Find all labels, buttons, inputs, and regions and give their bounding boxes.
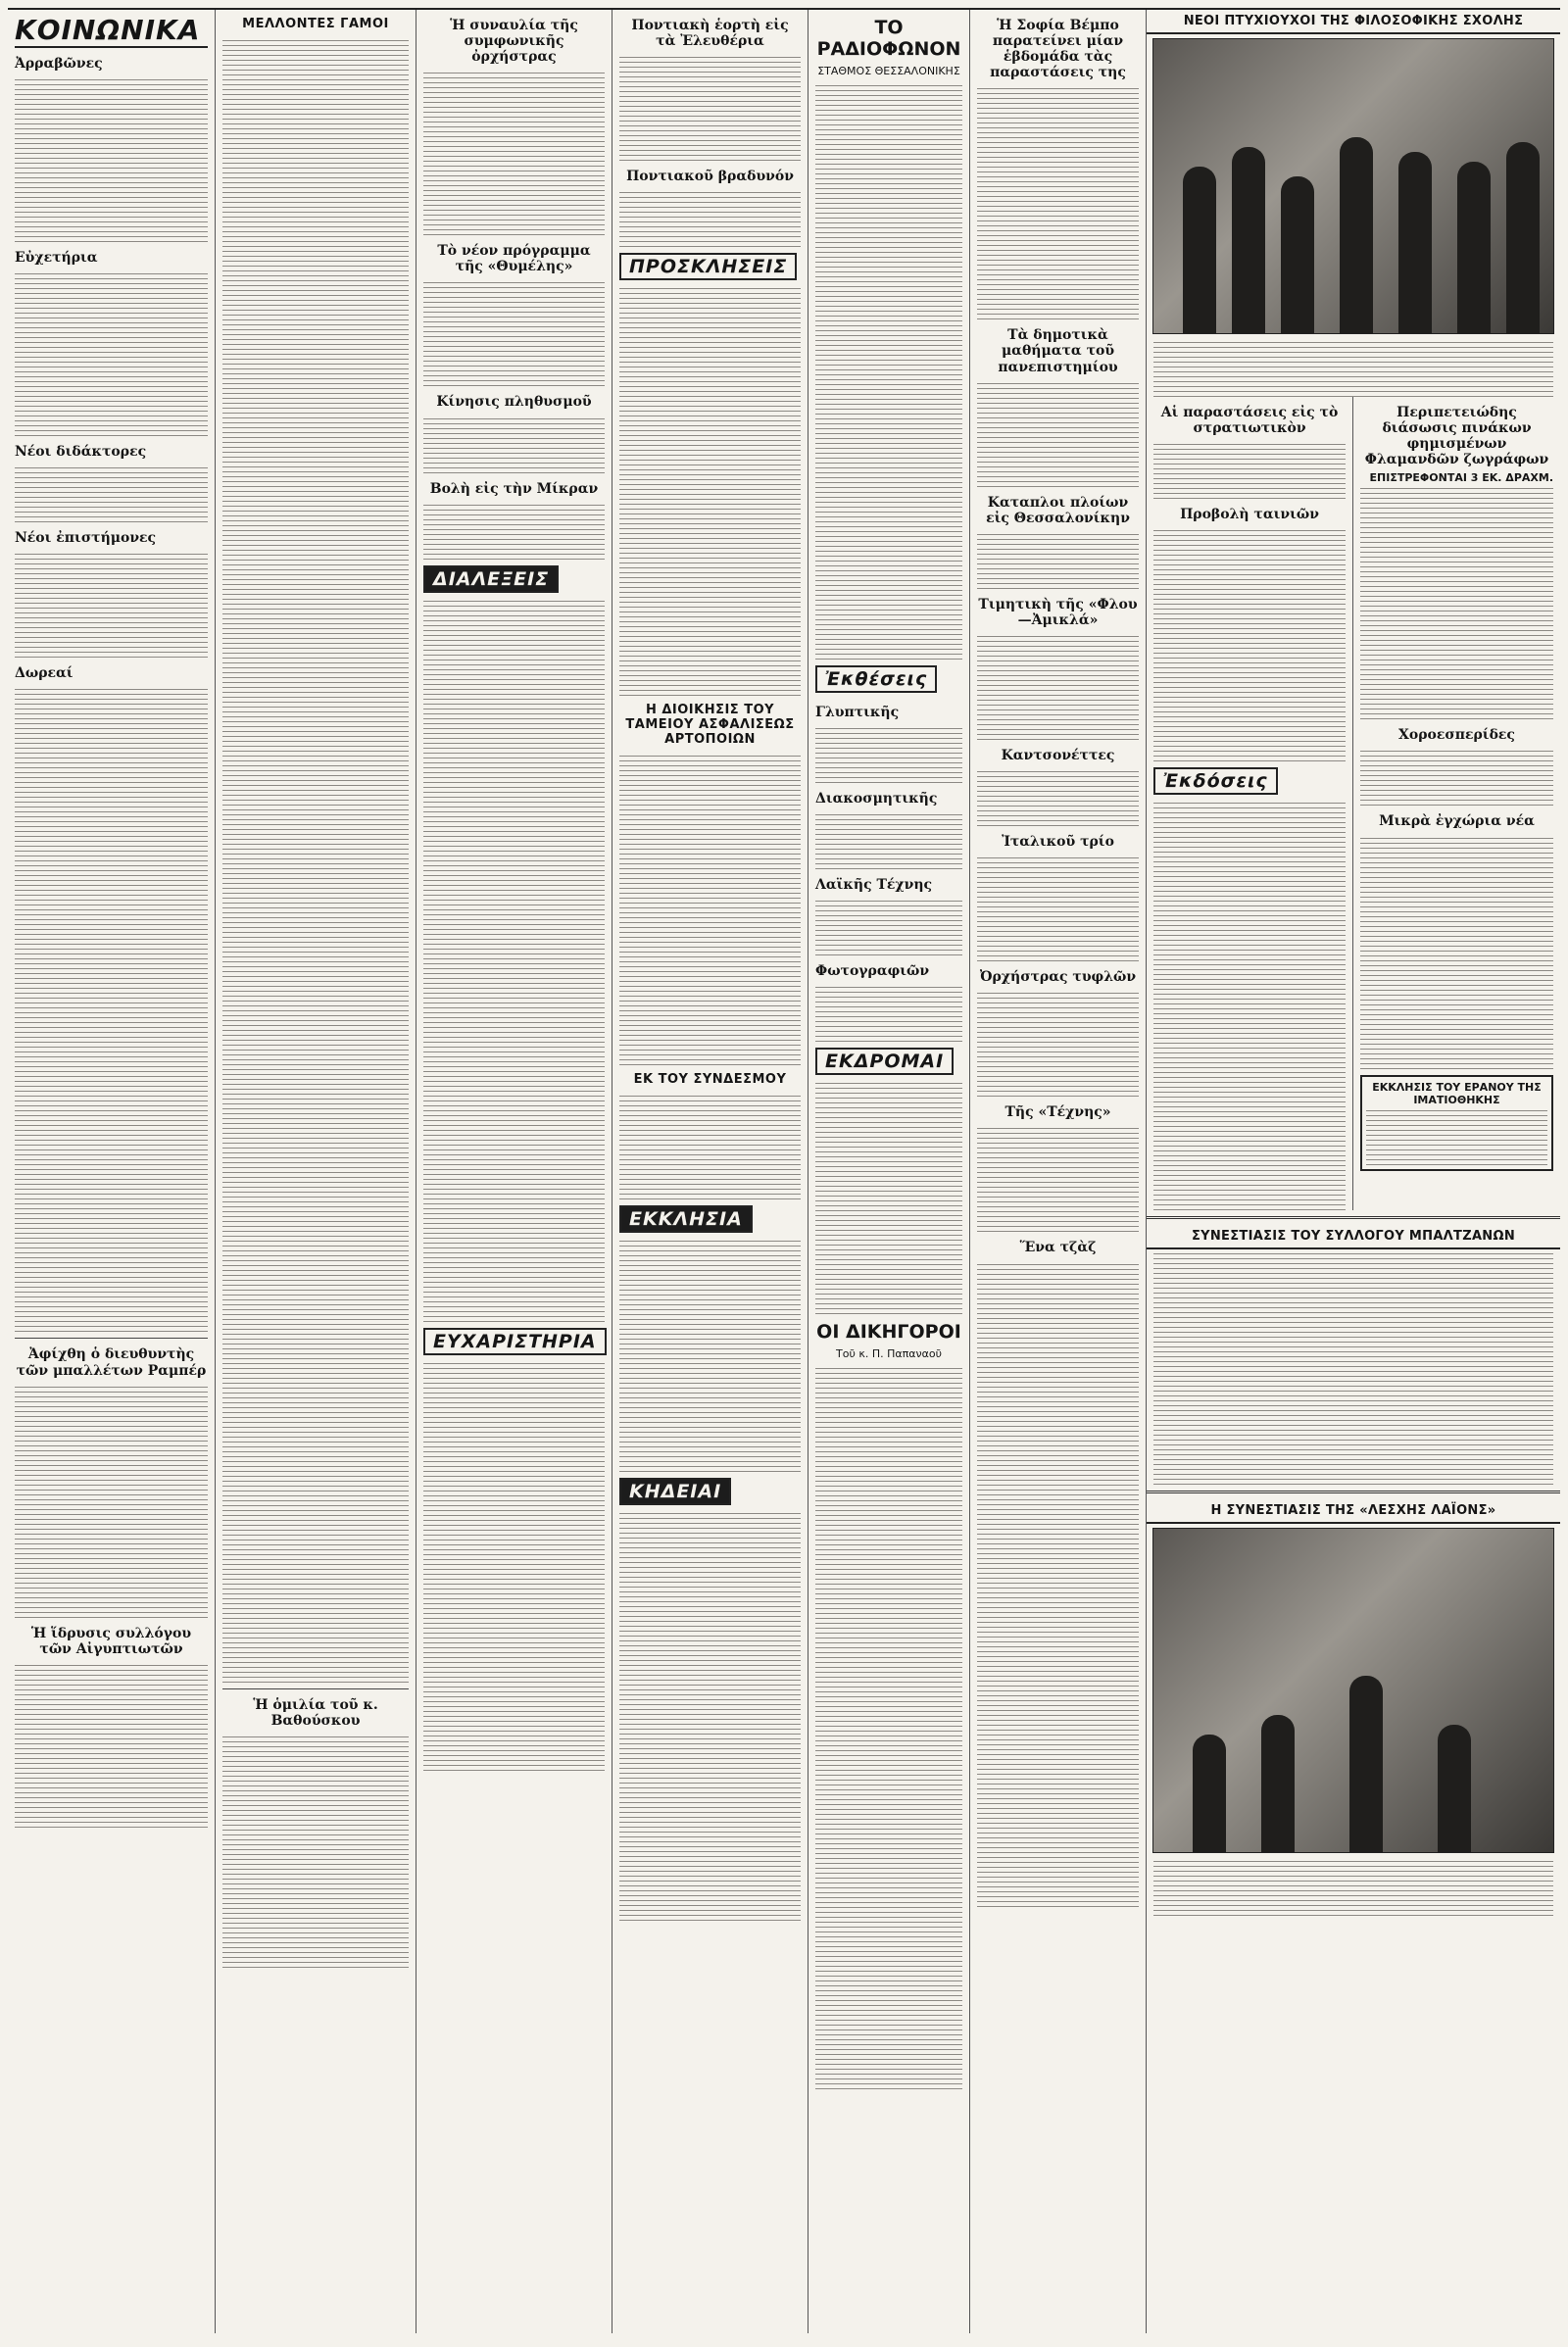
article-text: [222, 36, 409, 448]
article-text: [815, 1364, 962, 1776]
heading-folk-art: Λαϊκῆς Τέχνης: [815, 876, 933, 893]
article-text: [423, 1359, 605, 1771]
heading-association: ΕΚ ΤΟΥ ΣΥΝΔΕΣΜΟΥ: [633, 1072, 787, 1088]
article-text: [815, 810, 962, 869]
heading-sculpture: Γλυπτικῆς: [815, 704, 900, 720]
article-text: [815, 81, 962, 493]
article-text: [15, 1097, 208, 1332]
article-text: [977, 632, 1139, 740]
photo-lions-dinner: [1152, 1528, 1554, 1853]
sub-column-left: [1147, 397, 1353, 1210]
boxed-appeal: [1360, 1075, 1553, 1171]
heading-radio: ΤΟ ΡΑΔΙΟΦΩΝΟΝ: [816, 17, 961, 60]
heading-italian-trio: Ἰταλικοῦ τρίο: [1002, 834, 1114, 851]
heading-population: Κίνησις πληθυσμοῦ: [436, 394, 592, 411]
banner-thanks: ΕΥΧΑΡΙΣΤΗΡΙΑ: [423, 1328, 607, 1355]
heading-baltzanon-dinner: ΣΥΝΕΣΤΙΑΣΙΣ ΤΟΥ ΣΥΛΛΟΓΟΥ ΜΠΑΛΤΖΑΝΩΝ: [1147, 1225, 1560, 1249]
banner-church: ΕΚΚΛΗΣΙΑ: [619, 1205, 753, 1233]
column-theatre: [970, 10, 1147, 2333]
boxed-note: ΕΠΙΣΤΡΕΦΟΝΤΑΙ 3 ΕΚ. ΔΡΑΧΜ.: [1369, 471, 1553, 485]
heading-new-doctors: Νέοι διδάκτορες: [15, 444, 147, 461]
section-logo-social: ΚΟΙΝΩΝΙΚΑ: [15, 14, 208, 48]
photo-caption: [1153, 1857, 1553, 1916]
heading-military-shows: Αἱ παραστάσεις εἰς τὸ στρατιωτικὸν: [1160, 405, 1339, 437]
heading-canzonettes: Καντσονέττες: [1001, 748, 1115, 764]
article-text: [1153, 1249, 1553, 1485]
heading-philosophy-graduates: ΝΕΟΙ ΠΤΥΧΙΟΥΧΟΙ ΤΗΣ ΦΙΛΟΣΟΦΙΚΗΣ ΣΧΟΛΗΣ: [1147, 10, 1560, 34]
heading-university-lessons: Τὰ δημοτικὰ μαθήματα τοῦ πανεπιστημίου: [998, 327, 1118, 375]
article-text: [815, 1079, 962, 1314]
appeal-title: ΕΚΚΛΗΣΙΣ ΤΟΥ ΕΡΑΝΟΥ ΤΗΣ ΙΜΑΤΙΟΘΗΚΗΣ: [1372, 1080, 1542, 1106]
article-text: [15, 464, 208, 522]
article-text: [15, 1383, 208, 1618]
banner-lectures: ΔΙΑΛΕΞΕΙΣ: [423, 565, 559, 593]
heading-upcoming-weddings: ΜΕΛΛΟΝΤΕΣ ΓΑΜΟΙ: [242, 17, 389, 31]
heading-decorative: Διακοσμητικῆς: [815, 790, 938, 807]
column-social: [8, 10, 216, 2333]
article-text: [619, 1092, 801, 1199]
column-culture: [416, 10, 612, 2333]
article-text: [1360, 834, 1553, 1069]
newspaper-page: [8, 8, 1560, 2333]
heading-new-scientists: Νέοι ἐπιστήμονες: [15, 530, 157, 547]
photo-graduates: [1152, 38, 1554, 334]
heading-flemish-paintings: Περιπετειώδης διάσωσις πινάκων φημισμένων Φλαμανδῶν ζωγράφων: [1364, 405, 1549, 468]
article-text: [15, 1661, 208, 1828]
article-text: [977, 989, 1139, 1097]
heading-film-screening: Προβολὴ ταινιῶν: [1180, 507, 1319, 523]
article-text: [222, 1271, 409, 1683]
heading-bakers-fund: Η ΔΙΟΙΚΗΣΙΣ ΤΟΥ ΤΑΜΕΙΟΥ ΑΣΦΑΛΙΣΕΩΣ ΑΡΤΟΠΟΙΩΝ: [625, 703, 795, 748]
heading-vempo: Ἡ Σοφία Βέμπο παρατείνει μίαν ἑβδομάδα τὰς παραστάσεις της: [990, 18, 1126, 81]
article-text: [222, 448, 409, 859]
article-text: [222, 859, 409, 1271]
heading-honorary: Τιμητικὴ τῆς «Φλου—Ἀμικλά»: [978, 596, 1138, 628]
article-text: [977, 854, 1139, 961]
heading-blind-orchestra: Ὀρχήστρας τυφλῶν: [979, 969, 1137, 986]
heading-local-news: Μικρὰ ἐγχώρια νέα: [1379, 813, 1535, 830]
banner-invitations: ΠΡΟΣΚΛΗΣΕΙΣ: [619, 253, 797, 280]
article-text: [815, 1776, 962, 2089]
article-text: [15, 269, 208, 436]
column-events: [612, 10, 808, 2333]
article-text: [423, 278, 605, 386]
article-text: [423, 69, 605, 235]
radio-station: ΣΤΑΘΜΟΣ ΘΕΣΣΑΛΟΝΙΚΗΣ: [817, 64, 960, 77]
inner-columns: [1147, 397, 1560, 1210]
article-text: [1153, 799, 1346, 1210]
heading-concert: Ἡ συναυλία τῆς συμφωνικῆς ὀρχήστρας: [450, 18, 578, 66]
heading-greetings: Εὐχετήρια: [15, 250, 98, 267]
heading-jazz: Ἕνα τζὰζ: [1019, 1240, 1097, 1256]
article-text: [619, 284, 801, 696]
article-text: [977, 1260, 1139, 1672]
article-text: [1153, 440, 1346, 499]
article-text: [619, 752, 801, 1065]
photo-caption: [1153, 338, 1553, 397]
byline: Τοῦ κ. Π. Παπαναοῦ: [836, 1346, 942, 1360]
article-text: [977, 530, 1139, 589]
article-text: [222, 1733, 409, 1968]
heading-pontic-evening: Ποντιακοῦ βραδυνόν: [626, 169, 794, 185]
banner-exhibitions: Ἐκθέσεις: [815, 665, 937, 693]
article-text: [815, 724, 962, 783]
heading-mikra: Βολὴ εἰς τὴν Μίκραν: [429, 480, 599, 497]
article-text: [1153, 526, 1346, 761]
article-text: [1360, 484, 1553, 719]
heading-lawyers: ΟΙ ΔΙΚΗΓΟΡΟΙ: [816, 1321, 961, 1344]
article-text: [15, 75, 208, 242]
column-weddings: [216, 10, 416, 2333]
banner-funerals: ΚΗΔΕΙΑΙ: [619, 1478, 731, 1505]
article-text: [1366, 1106, 1547, 1165]
article-text: [423, 1008, 605, 1322]
article-text: [619, 53, 801, 161]
banner-excursions: ΕΚΔΡΟΜΑΙ: [815, 1048, 954, 1075]
article-text: [977, 84, 1139, 319]
heading-egyptiot-club: Ἡ ἵδρυσις συλλόγου τῶν Αἰγυπτιωτῶν: [30, 1625, 192, 1657]
article-text: [977, 767, 1139, 826]
article-text: [815, 493, 962, 660]
heading-donations: Δωρεαί: [15, 665, 74, 682]
column-radio: [808, 10, 970, 2333]
article-text: [423, 501, 605, 560]
heading-lions-dinner: Η ΣΥΝΕΣΤΙΑΣΙΣ ΤΗΣ «ΛΕΣΧΗΣ ΛΑΪΟΝΣ»: [1147, 1499, 1560, 1524]
banner-publications: Ἐκδόσεις: [1153, 767, 1278, 795]
article-text: [815, 897, 962, 955]
heading-ballet-director: Ἀφίχθη ὁ διευθυντὴς τῶν μπαλλέτων Ραμπέρ: [16, 1346, 207, 1379]
article-text: [15, 685, 208, 1097]
heading-dances: Χοροεσπερίδες: [1398, 727, 1515, 744]
heading-lecture: Ἡ ὁμιλία τοῦ κ. Βαθούσκου: [253, 1696, 378, 1730]
article-text: [1360, 747, 1553, 806]
heading-pontic-feast: Ποντιακὴ ἑορτὴ εἰς τὰ Ἐλευθέρια: [631, 18, 789, 50]
article-text: [423, 415, 605, 473]
article-text: [815, 983, 962, 1042]
heading-photography: Φωτογραφιῶν: [815, 962, 930, 979]
article-text: [977, 1124, 1139, 1232]
article-text: [423, 597, 605, 1008]
article-text: [15, 550, 208, 658]
article-text: [977, 1672, 1139, 1907]
article-text: [619, 1509, 801, 1921]
article-text: [619, 188, 801, 247]
heading-techni: Τῆς «Τέχνης»: [1004, 1104, 1111, 1121]
article-text: [619, 1237, 801, 1472]
heading-ship-arrivals: Καταπλοι πλοίων εἰς Θεσσαλονίκην: [986, 494, 1130, 526]
heading-thymeli: Τὸ νέον πρόγραμμα τῆς «Θυμέλης»: [437, 243, 591, 275]
article-text: [977, 379, 1139, 487]
heading-engagements: Ἀρραβῶνες: [15, 56, 103, 72]
sub-column-right: [1353, 397, 1560, 1210]
column-graduates: [1147, 10, 1560, 2333]
